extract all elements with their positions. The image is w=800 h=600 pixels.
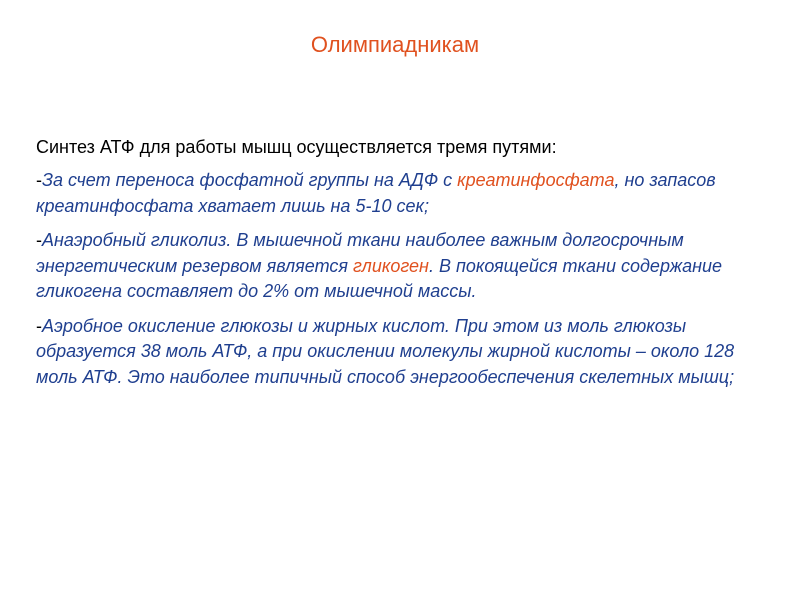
list-item-anaerobic-glycolysis: [36, 228, 778, 305]
item1-text-before: За счет переноса фосфатной группы на АДФ с: [42, 170, 458, 190]
list-item-creatine-phosphate: [36, 168, 778, 219]
bullet-dash: -: [36, 315, 42, 336]
item2-highlight: гликоген: [353, 255, 429, 276]
list-item-aerobic-oxidation: [36, 314, 778, 391]
item1-highlight: креатинфосфата: [457, 170, 615, 190]
slide-title: Олимпиадникам: [310, 32, 480, 57]
item2-text-before: Анаэробный гликолиз. В мышечной ткани наиболее важным долгосрочным энергетическим резервом является: [36, 230, 684, 276]
bullet-dash: -: [36, 230, 42, 250]
intro-text: Синтез АТФ для работы мышц осуществляется тремя путями:: [36, 137, 557, 157]
item1-text-after: , но запасов креатинфосфата хватает лишь на 5-10 сек;: [36, 170, 716, 216]
bullet-dash: -: [36, 170, 42, 190]
item3-text: Аэробное окисление глюкозы и жирных кислот. При этом из моль глюкозы образуется 38 моль АТФ, а при окислении молекулы жирной кислоты – около 128 моль АТФ. Это наиболее типичный способ энергообеспечения скелетных мышц;: [36, 315, 735, 387]
slide-body: [36, 134, 778, 399]
item2-text-after: . В покоящейся ткани содержание гликогена составляет до 2% от мышечной массы.: [36, 255, 723, 301]
